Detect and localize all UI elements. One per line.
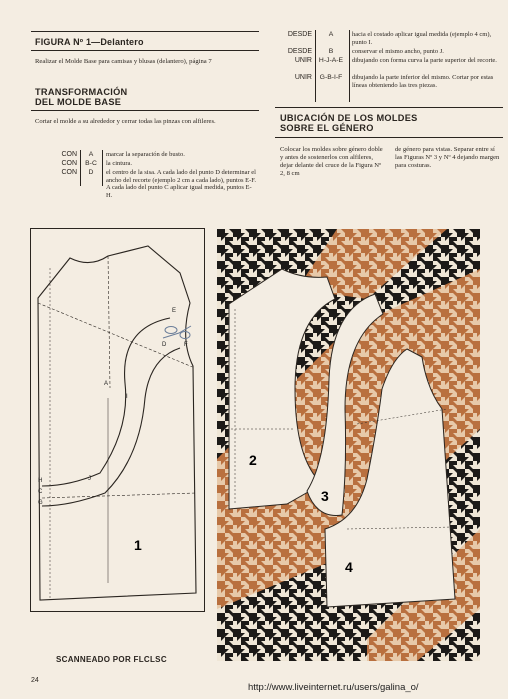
point-a: A (104, 381, 109, 387)
point-g: G (38, 500, 43, 506)
point-d: D (162, 342, 167, 348)
right-section-title-line1: UBICACIÓN DE LOS MOLDES (280, 113, 418, 123)
section-rule-left (31, 110, 259, 111)
right-section-title-line2: SOBRE EL GÉNERO (280, 123, 374, 133)
desc-unir-gbif: dibujando la parte inferior del mismo. Cortar por estas líneas obteniendo las tres piezas. (352, 74, 494, 89)
desc-a: marcar la separación de busto. (106, 151, 185, 158)
scissors-icon (163, 326, 191, 339)
upper-cut-curve (42, 318, 170, 486)
point-e: E (172, 308, 177, 314)
figure1-number: 1 (134, 537, 142, 553)
point-i: I (126, 394, 128, 400)
instructions-text: Cortar el molde a su alrededor y cerrar todas las pinzas con alfileres. (35, 118, 216, 125)
figure-title-rule (31, 50, 259, 51)
point-j: J (88, 476, 91, 482)
piece-2-number: 2 (249, 452, 257, 468)
action-desde-2: DESDE (287, 48, 312, 55)
top-rule-left (31, 31, 259, 32)
source-url[interactable]: http://www.liveinternet.ru/users/galina_o/ (248, 682, 419, 693)
desc-desde-a: hacia el costado aplicar igual medida (ejemplo 4 cm), punto I. (352, 31, 492, 46)
piece-4-number: 4 (345, 559, 353, 575)
page-number: 24 (31, 677, 39, 684)
intro-text: Realizar el Molde Base para camisas y blusas (delantero), página 7 (35, 58, 212, 65)
point-f: F (184, 342, 188, 348)
points-hjae: H-J-A-E (318, 57, 344, 64)
action-con-1: CON (61, 151, 77, 158)
left-table-divider-1 (80, 150, 81, 186)
points-b-right: B (328, 48, 334, 55)
desc-desde-b: conservar el mismo ancho, punto J. (352, 48, 444, 55)
figure2-fabric-layout (217, 229, 480, 661)
center-guide (108, 256, 110, 388)
desc-bc: la cintura. (106, 160, 132, 167)
point-h: H (38, 478, 43, 484)
points-a: A (88, 151, 94, 158)
action-unir-1: UNIR (294, 57, 312, 64)
point-c: C (38, 489, 43, 495)
points-gbif: G-B-I-F (319, 74, 343, 81)
section-title-line2: DEL MOLDE BASE (35, 97, 122, 107)
desc-unir-hjae: dibujando con forma curva la parte superior del recorte. (352, 57, 497, 64)
figure1-frame (31, 229, 205, 612)
right-col2-text: de género para vistas. Separar entre sí las Figuras Nº 3 y Nº 4 dejando margen para costuras. (395, 146, 500, 169)
action-con-3: CON (61, 169, 77, 176)
figure-title: FIGURA Nº 1—Delantero (35, 37, 144, 47)
points-d: D (88, 169, 94, 176)
lower-cut-curve (42, 348, 180, 506)
section-rule-right-top (275, 107, 503, 108)
action-unir-2: UNIR (294, 74, 312, 81)
piece-3-number: 3 (321, 488, 329, 504)
right-table-divider-1 (315, 30, 316, 102)
action-desde-1: DESDE (287, 31, 312, 38)
right-table-divider-2 (349, 30, 350, 102)
section-rule-right (275, 137, 503, 138)
waist-line (42, 493, 196, 498)
right-col1-text: Colocar los moldes sobre género doble y antes de sostenerlos con alfileres, dejar delante del cruce de la Figura Nº 2, 8 cm (280, 146, 383, 177)
figure1-pattern-diagram (30, 228, 205, 613)
points-bc: B-C (85, 160, 97, 167)
scan-credit: SCANNEADO POR FLCLSC (56, 655, 167, 664)
left-table-divider-2 (102, 150, 103, 186)
points-a-right: A (328, 31, 334, 38)
section-title-line1: TRANSFORMACIÓN (35, 87, 128, 97)
bodice-outline (38, 246, 196, 600)
desc-d: el centro de la sisa. A cada lado del punto D determinar el ancho del recorte (ejemplo 2 cm a cada lado), puntos E-F. A cada lado del punto C aplicar igual medida, puntos E-H. (106, 169, 257, 199)
action-con-2: CON (61, 160, 77, 167)
